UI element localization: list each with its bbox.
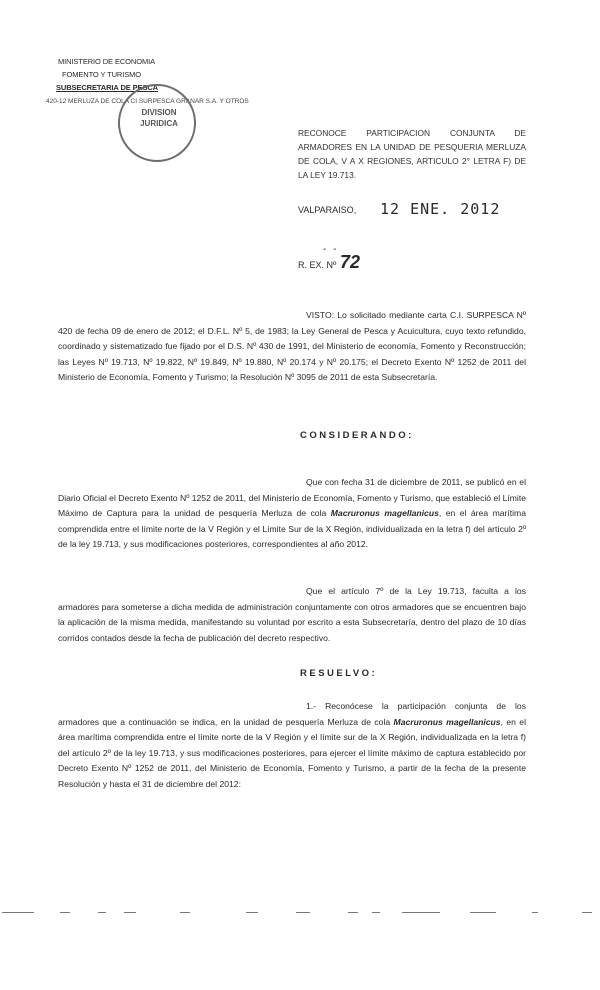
resuelvo-heading: RESUELVO: <box>300 668 378 679</box>
ministry-subname: FOMENTO Y TURISMO <box>62 70 142 79</box>
legal-division-stamp <box>118 84 196 162</box>
stamp-line-1: DIVISION <box>141 108 177 117</box>
rex-dash: - - <box>323 244 339 255</box>
species-name: Macruronus magellanicus <box>330 508 439 518</box>
subsecretaria-name: SUBSECRETARIA DE PESCA <box>56 83 158 92</box>
visto-paragraph: VISTO: Lo solicitado mediante carta C.I. SURPESCA Nº 420 de fecha 09 de enero de 2012; el D.F.L. Nº 5, de 1983; la Ley General de Pesca y Acuicultura, cuyo texto refundido, coordinado y sistematizado fue fijado por el D.S. Nº 430 de 1991, del Ministerio de economía, Fomento y Reconstrucción; las Leyes Nº 19.713, Nº 19.822, Nº 19.849, Nº 19.880, Nº 20.174 y Nº 20.175; el Decreto Exento Nº 1252 de 2011 del Ministerio de Economía, Fomento y Turismo; la Resolución Nº 3095 de 2011 de esta Subsecretaría. <box>58 310 526 382</box>
rule-segment <box>532 912 538 913</box>
resuelvo-paragraph-1 <box>58 699 526 792</box>
document-title: RECONOCE PARTICIPACION CONJUNTA DE ARMADORES EN LA UNIDAD DE PESQUERIA MERLUZA DE COLA, V A X REGIONES, ARTICULO 2° LETRA F) DE LA LEY 19.713. <box>298 128 526 180</box>
rule-segment <box>2 912 34 913</box>
rule-segment <box>246 912 258 913</box>
rule-segment <box>402 912 440 913</box>
considerando-paragraph-2: Que el artículo 7º de la Ley 19.713, faculta a los armadores para someterse a dicha medida de administración conjuntamente con otros armadores que se encuentren bajo la aplicación de la misma medida, manifestando su voluntad por escrito a esta Subsecretaría, dentro del plazo de 10 días corridos contados desde la fecha de publicación del decreto respectivo. <box>58 586 526 643</box>
rex-number: 72 <box>340 252 361 272</box>
footer-rule <box>0 912 600 914</box>
rule-segment <box>124 912 136 913</box>
considerando-heading: CONSIDERANDO: <box>300 430 414 441</box>
rule-segment <box>60 912 70 913</box>
stamp-line-2: JURIDICA <box>140 119 178 128</box>
place-label: VALPARAISO, <box>298 205 357 215</box>
species-name-2: Macruronus magellanicus <box>393 716 501 727</box>
rule-segment <box>582 912 592 913</box>
rex-label: R. EX. Nº <box>298 260 337 270</box>
rule-segment <box>296 912 310 913</box>
reference-code: 420-12 MERLUZA DE COLA CI SURPESCA GRANAR S.A. Y OTROS <box>46 98 249 105</box>
rule-segment <box>470 912 496 913</box>
rule-segment <box>348 912 358 913</box>
rule-segment <box>98 912 106 913</box>
considerando-paragraph-1 <box>58 475 526 553</box>
considerando-1-text-a: Que con fecha 31 de diciembre de 2011, se publicó en el Diario Oficial el Decreto Exento Nº 1252 de 2011, del Ministerio de Economía, Fomento y Turismo, que estableció el Límite Máximo de Captura para la unidad de pesquería Merluza de cola <box>58 477 526 518</box>
resuelvo-1-text-b: , en el área marítima comprendida entre el límite norte de la V Región y el límite sur de la X Región, individualizada en la letra f) del artículo 2º de la ley 19.713, y sus modificaciones posteriores, para ejercer el límite máximo de captura establecido por Decreto Exento Nº 1252 de 2011, del Ministerio de Economía, Fomento y Turismo, a partir de la fecha de la presente Resolución y hasta el 31 de diciembre del 2012: <box>58 716 526 789</box>
rule-segment <box>180 912 190 913</box>
date-stamp: 12 ENE. 2012 <box>380 200 501 218</box>
ministry-name: MINISTERIO DE ECONOMIA <box>58 57 155 66</box>
considerando-1-text-b: , en el área marítima comprendida entre el límite norte de la V Región y el Límite Sur de la X Región, individualizada en la letra f) del artículo 2º de la ley 19.713, y sus modificaciones posteriores, correspondientes al año 2012. <box>58 508 526 549</box>
rule-segment <box>372 912 380 913</box>
resuelvo-1-text-a: 1.- Reconócese la participación conjunta de los armadores que a continuación se indica, en la unidad de pesquería Merluza de cola <box>58 701 526 727</box>
